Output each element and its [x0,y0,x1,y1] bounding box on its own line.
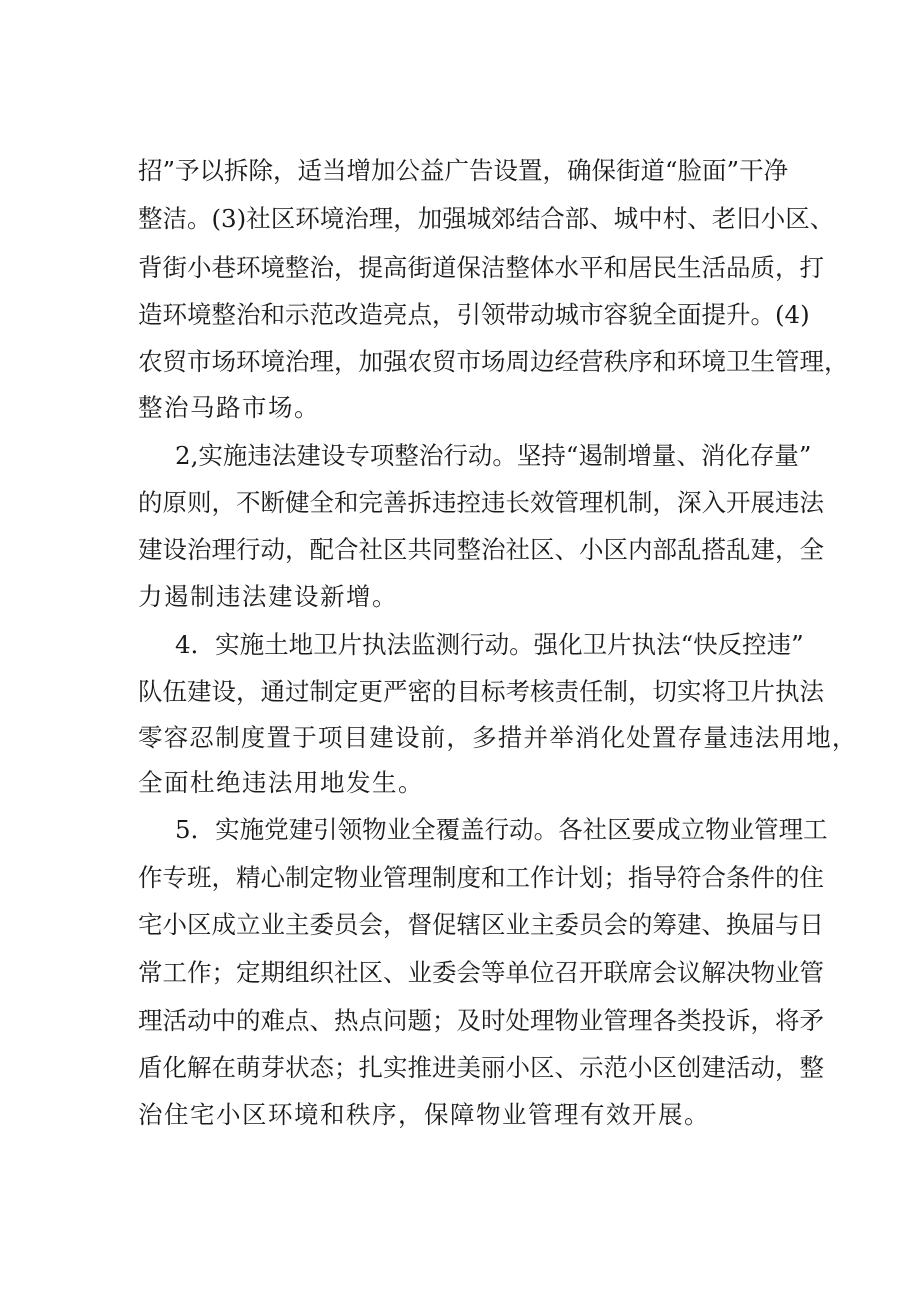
text-line: 整洁。(3)社区环境治理，加强城郊结合部、城中村、老旧小区、 [138,204,835,233]
text-line: 全面杜绝违法用地发生。 [138,768,424,797]
text-line: 背街小巷环境整治，提高街道保洁整体水平和居民生活品质，打 [138,253,824,282]
text-line: 的原则，不断健全和完善拆违控违长效管理机制，深入开展违法 [138,488,824,517]
text-line: 队伍建设，通过制定更严密的目标考核责任制，切实将卫片执法 [138,677,824,706]
text-line: 整治马路市场。 [138,393,320,422]
text-line: 力遏制违法建设新增。 [138,582,398,611]
text-line: 造环境整治和示范改造亮点，引领带动城市容貌全面提升。(4) [138,300,810,329]
text-line: 理活动中的难点、热点问题；及时处理物业管理各类投诉，将矛 [138,1006,824,1035]
text-line: 零容忍制度置于项目建设前，多措并举消化处置存量违法用地， [138,723,858,752]
text-line: 常工作；定期组织社区、业委会等单位召开联席会议解决物业管 [138,958,824,987]
text-line: 作专班，精心制定物业管理制度和工作计划；指导符合条件的住 [138,863,824,892]
text-line: 招”予以拆除，适当增加公益广告设置，确保街道“脸面”干净 [138,156,789,185]
text-line: 盾化解在萌芽状态；扎实推进美丽小区、示范小区创建活动，整 [138,1053,824,1082]
text-line: 5．实施党建引领物业全覆盖行动。各社区要成立物业管理工 [175,815,828,844]
text-line: 农贸市场环境治理，加强农贸市场周边经营秩序和环境卫生管理， [138,347,849,376]
text-line: 建设治理行动，配合社区共同整治社区、小区内部乱搭乱建，全 [138,535,824,564]
text-line: 治住宅小区环境和秩序，保障物业管理有效开展。 [138,1100,710,1129]
text-line: 宅小区成立业主委员会，督促辖区业主委员会的筹建、换届与日 [138,910,824,939]
text-line: 4．实施土地卫片执法监测行动。强化卫片执法“快反控违” [175,630,804,659]
text-line: 2,实施违法建设专项整治行动。坚持“遏制增量、消化存量” [175,441,812,470]
